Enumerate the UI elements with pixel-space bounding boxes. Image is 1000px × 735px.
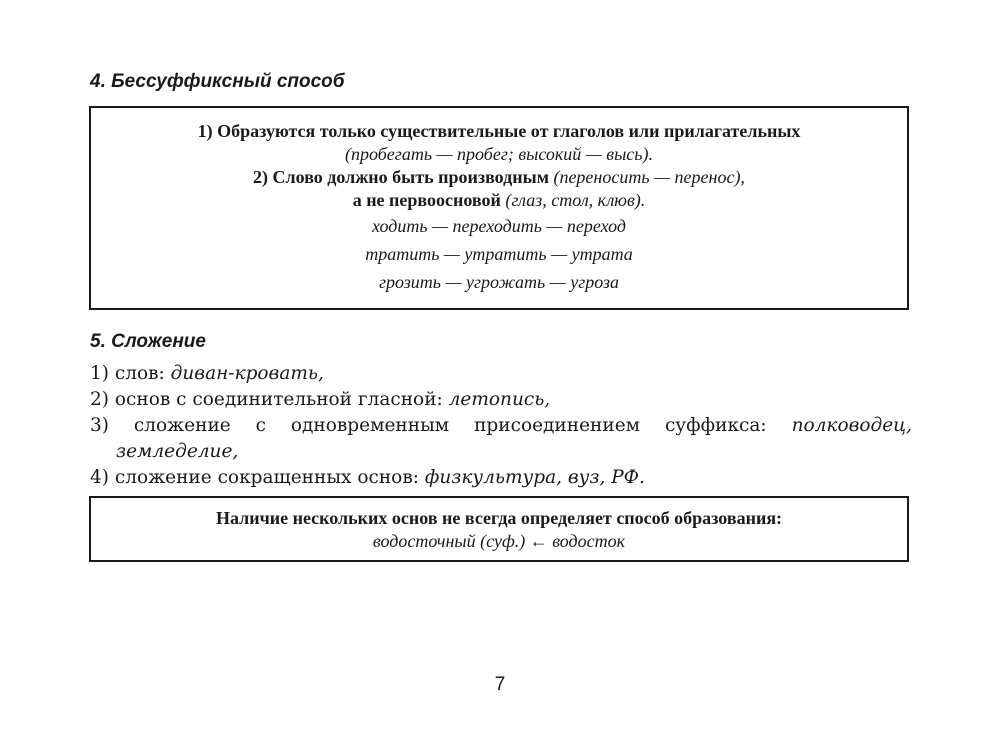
rule-1-example: (пробегать — пробег; высокий — высь). [345, 144, 653, 164]
note-text: Наличие нескольких основ не всегда определяет способ образования: [215, 508, 783, 528]
list-item-example: полководец, [791, 415, 912, 436]
list-item-text: 2) основ с соединительной гласной: [90, 389, 449, 410]
rule-2-line [91, 166, 907, 189]
example-chain: грозить — угрожать — угроза [378, 272, 620, 292]
rule-2-continuation [91, 189, 907, 212]
rule-2-text-continued: а не первоосновой [352, 190, 501, 210]
list-item-word: присоединением [474, 415, 641, 436]
list-item-example: физкультура, вуз, РФ. [424, 467, 645, 488]
list-item-example: летопись, [448, 389, 551, 410]
list-item [90, 361, 912, 387]
rule-2-text: 2) Слово должно быть производным [253, 167, 549, 187]
composition-note-box [89, 496, 909, 562]
list-item-word: с [255, 415, 266, 436]
rule-2-example-continued: (глаз, стол, клюв). [505, 190, 646, 210]
example-chain: ходить — переходить — переход [371, 216, 627, 236]
list-item-example-continued: земледелие, [116, 441, 239, 462]
list-item-text: 1) слов: [90, 363, 171, 384]
list-item-text: 4) сложение сокращенных основ: [90, 467, 425, 488]
example-chain: тратить — утратить — утрата [365, 244, 633, 264]
rule-1-text: 1) Образуются только существительные от глаголов или прилагательных [197, 121, 801, 141]
list-item-word: одновременным [290, 415, 450, 436]
note-example: водосточный (суф.) ← водосток [372, 531, 626, 551]
bessuffix-rules-box [89, 106, 909, 310]
list-item [90, 387, 912, 413]
composition-types-list [90, 361, 912, 491]
list-item [90, 465, 912, 491]
list-item-word: суффикса: [664, 415, 767, 436]
list-item-word: 3) [90, 415, 109, 436]
list-item-example: диван-кровать, [170, 363, 324, 384]
list-item-word: сложение [133, 415, 231, 436]
list-item [90, 413, 912, 439]
section-4-title: 4. Бессуффиксный способ [90, 71, 345, 92]
page-number: 7 [494, 674, 506, 695]
section-5-title: 5. Сложение [90, 331, 206, 352]
rule-2-example: (переносить — перенос), [553, 167, 745, 187]
